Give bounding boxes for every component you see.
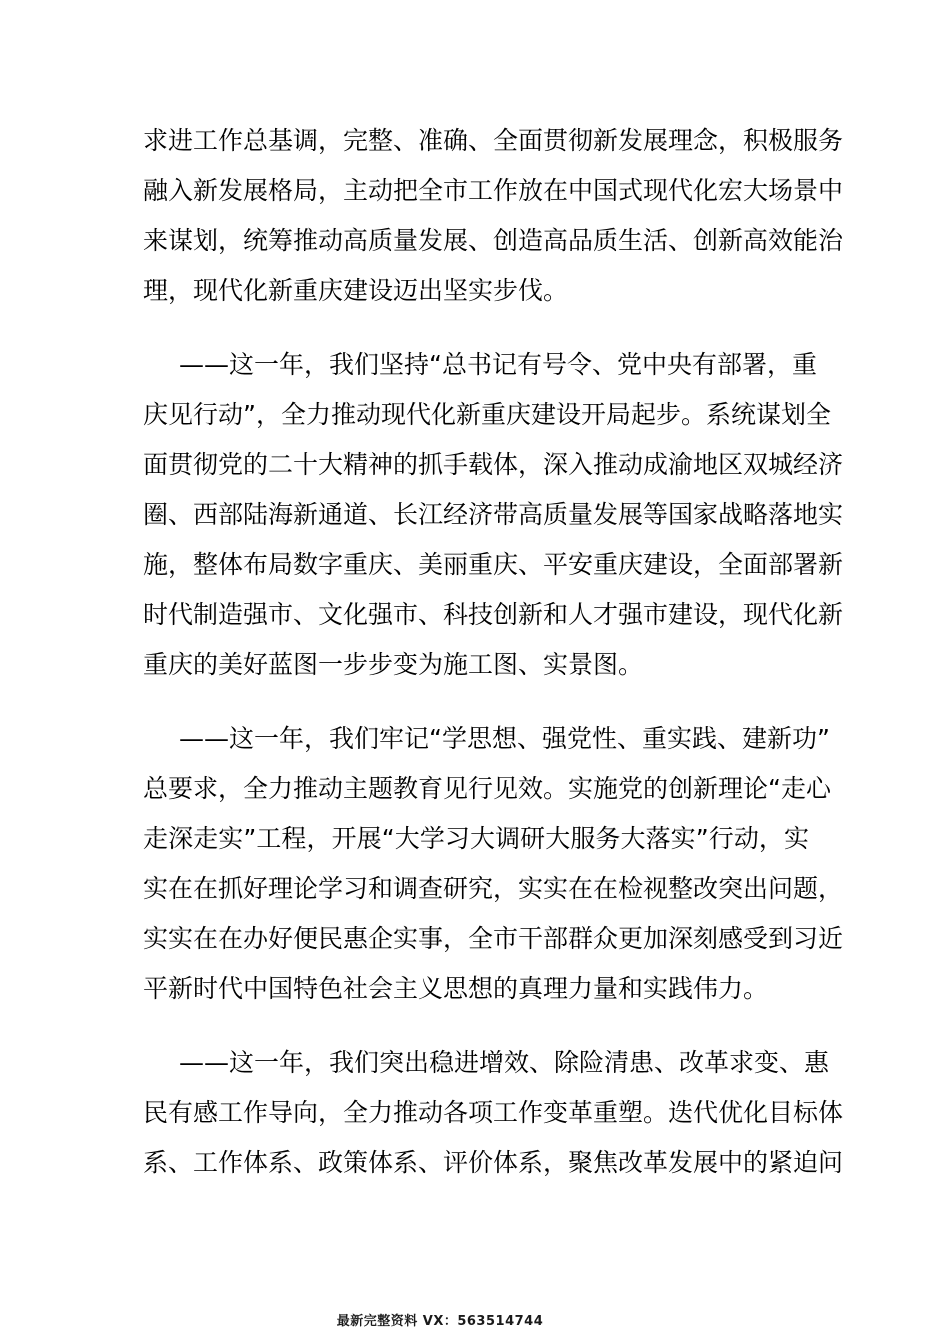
- text-line: 理，现代化新重庆建设迈出坚实步伐。: [143, 276, 569, 305]
- text-line: 民有感工作导向，全力推动各项工作变革重塑。迭代优化目标体: [143, 1098, 844, 1127]
- text-line: ——这一年，我们突出稳进增效、除险清患、改革求变、惠: [179, 1048, 830, 1077]
- text-line: 来谋划，统筹推动高质量发展、创造高品质生活、创新高效能治: [143, 226, 844, 255]
- text-line: 总要求，全力推动主题教育见行见效。实施党的创新理论“走心: [143, 774, 831, 803]
- text-line: 圈、西部陆海新通道、长江经济带高质量发展等国家战略落地实: [143, 500, 844, 529]
- paragraph-gap: [143, 316, 809, 340]
- paragraph-1: [143, 116, 844, 316]
- paragraph-gap: [143, 1014, 809, 1038]
- text-line: 庆见行动”，全力推动现代化新重庆建设开局起步。系统谋划全: [143, 400, 831, 429]
- text-line: 融入新发展格局，主动把全市工作放在中国式现代化宏大场景中: [143, 176, 844, 205]
- text-line: ——这一年，我们坚持“总书记有号令、党中央有部署，重: [179, 350, 817, 379]
- text-line: 时代制造强市、文化强市、科技创新和人才强市建设，现代化新: [143, 600, 844, 629]
- document-body: [143, 116, 844, 1188]
- paragraph-3: [143, 714, 844, 1014]
- text-line: 求进工作总基调，完整、准确、全面贯彻新发展理念，积极服务: [143, 126, 844, 155]
- footer-contact: 最新完整资料 VX：563514744: [336, 1314, 544, 1329]
- text-line: 面贯彻党的二十大精神的抓手载体，深入推动成渝地区双城经济: [143, 450, 844, 479]
- text-line: 施，整体布局数字重庆、美丽重庆、平安重庆建设，全面部署新: [143, 550, 844, 579]
- text-line: 走深走实”工程，开展“大学习大调研大服务大落实”行动，实: [143, 824, 809, 853]
- paragraph-2: [143, 340, 844, 690]
- text-line: 系、工作体系、政策体系、评价体系，聚焦改革发展中的紧迫问: [143, 1148, 844, 1177]
- paragraph-4: [143, 1038, 844, 1188]
- text-line: 重庆的美好蓝图一步步变为施工图、实景图。: [143, 650, 644, 679]
- paragraph-gap: [143, 690, 809, 714]
- text-line: 实实在在办好便民惠企实事，全市干部群众更加深刻感受到习近: [143, 924, 844, 953]
- text-line: 平新时代中国特色社会主义思想的真理力量和实践伟力。: [143, 974, 769, 1003]
- text-line: 实在在抓好理论学习和调查研究，实实在在检视整改突出问题，: [143, 874, 844, 903]
- text-line: ——这一年，我们牢记“学思想、强党性、重实践、建新功”: [179, 724, 830, 753]
